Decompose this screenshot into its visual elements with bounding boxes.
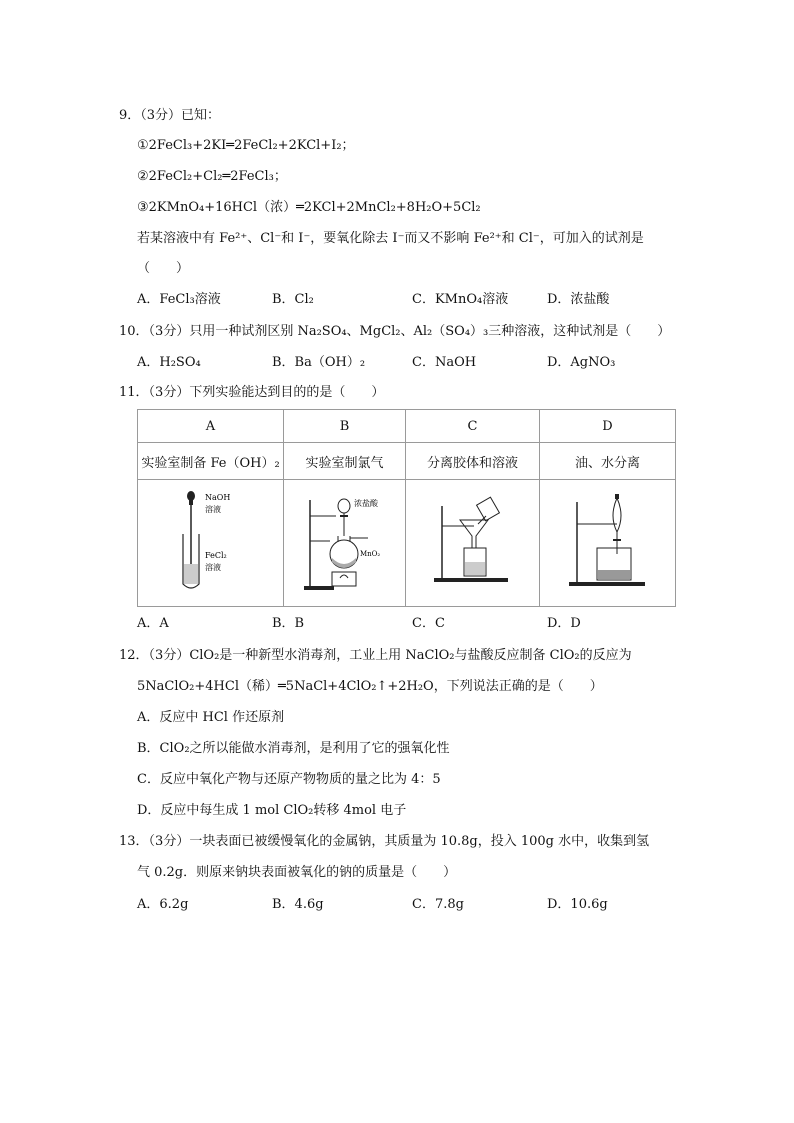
q12-stem: 12．（3分）ClO₂是一种新型水消毒剂，工业上用 NaClO₂与盐酸反应制备 ClO₂的反应为 bbox=[119, 648, 632, 663]
fig-a-label-solution-2: 溶液 bbox=[204, 563, 221, 572]
q9-equation-1: ①2FeCl₃+2KI═2FeCl₂+2KCl+I₂； bbox=[137, 138, 355, 153]
header-b: B bbox=[284, 410, 406, 443]
header-c: C bbox=[406, 410, 540, 443]
q9-stem: 9．（3分）已知： bbox=[119, 108, 221, 123]
q10-stem: 10．（3分）只用一种试剂区别 Na₂SO₄、MgCl₂、Al₂（SO₄）₃三种溶液，这种试剂是（ ） bbox=[119, 324, 671, 339]
q12-stem-equation: 5NaClO₂+4HCl（稀）═5NaCl+4ClO₂↑+2H₂O，下列说法正确的是（ ） bbox=[137, 679, 603, 694]
q11-option-c: C．C bbox=[412, 616, 445, 631]
fig-a-label-fecl2: FeCl₂ bbox=[204, 551, 227, 560]
figure-b-cell bbox=[284, 480, 406, 607]
chlorine-apparatus-figure bbox=[300, 486, 390, 596]
separatory-funnel-figure bbox=[563, 486, 653, 596]
q9-option-a: A．FeCl₃溶液 bbox=[137, 292, 221, 307]
q10-option-c: C．NaOH bbox=[412, 355, 477, 370]
q10-option-b: B．Ba（OH）₂ bbox=[272, 355, 366, 370]
fig-b-label-mno2: MnO₂ bbox=[359, 550, 380, 558]
test-tube-dropper-figure bbox=[171, 486, 251, 596]
figure-a-cell bbox=[138, 480, 284, 607]
q13-option-c: C．7.8g bbox=[412, 897, 464, 912]
q10-option-a: A．H₂SO₄ bbox=[137, 355, 201, 370]
purpose-d: 油、水分离 bbox=[540, 443, 676, 480]
purpose-c: 分离胶体和溶液 bbox=[406, 443, 540, 480]
filtration-apparatus-figure bbox=[428, 486, 518, 596]
q9-equation-3: ③2KMnO₄+16HCl（浓）═2KCl+2MnCl₂+8H₂O+5Cl₂ bbox=[137, 200, 481, 215]
q12-option-a: A．反应中 HCl 作还原剂 bbox=[137, 710, 285, 725]
header-a: A bbox=[138, 410, 284, 443]
q13-option-b: B．4.6g bbox=[272, 897, 324, 912]
q11-option-d: D．D bbox=[547, 616, 581, 631]
q11-option-a: A．A bbox=[137, 616, 169, 631]
q13-stem: 13．（3分）一块表面已被缓慢氧化的金属钠，其质量为 10.8g，投入 100g 水中，收集到氢 bbox=[119, 834, 650, 849]
q9-option-b: B．Cl₂ bbox=[272, 292, 314, 307]
q13-option-d: D．10.6g bbox=[547, 897, 608, 912]
figure-d-cell bbox=[540, 480, 676, 607]
q13-stem-2: 气 0.2g．则原来钠块表面被氧化的钠的质量是（ ） bbox=[137, 865, 457, 880]
q9-option-d: D．浓盐酸 bbox=[547, 292, 610, 307]
q9-bracket: （ ） bbox=[137, 261, 190, 276]
q9-equation-2: ②2FeCl₂+Cl₂═2FeCl₃； bbox=[137, 169, 287, 184]
q12-option-b: B．ClO₂之所以能做水消毒剂，是利用了它的强氧化性 bbox=[137, 741, 450, 756]
figure-c-cell bbox=[406, 480, 540, 607]
q11-stem: 11．（3分）下列实验能达到目的的是（ ） bbox=[119, 385, 385, 400]
q11-option-b: B．B bbox=[272, 616, 305, 631]
fig-b-label-hcl: 浓盐酸 bbox=[353, 499, 378, 508]
fig-a-label-solution-1: 溶液 bbox=[204, 505, 221, 514]
fig-a-label-naoh: NaOH bbox=[204, 493, 230, 502]
q12-option-c: C．反应中氧化产物与还原产物物质的量之比为 4：5 bbox=[137, 772, 441, 787]
q9-option-c: C．KMnO₄溶液 bbox=[412, 292, 509, 307]
purpose-b: 实验室制氯气 bbox=[284, 443, 406, 480]
purpose-a: 实验室制备 Fe（OH）₂ bbox=[138, 443, 284, 480]
experiment-table bbox=[137, 409, 676, 607]
q12-option-d: D．反应中每生成 1 mol ClO₂转移 4mol 电子 bbox=[137, 803, 407, 818]
q10-option-d: D．AgNO₃ bbox=[547, 355, 616, 370]
header-d: D bbox=[540, 410, 676, 443]
q9-question: 若某溶液中有 Fe²⁺、Cl⁻和 I⁻，要氧化除去 I⁻而又不影响 Fe²⁺和 Cl⁻，可加入的试剂是 bbox=[137, 231, 644, 246]
q13-option-a: A．6.2g bbox=[137, 897, 189, 912]
